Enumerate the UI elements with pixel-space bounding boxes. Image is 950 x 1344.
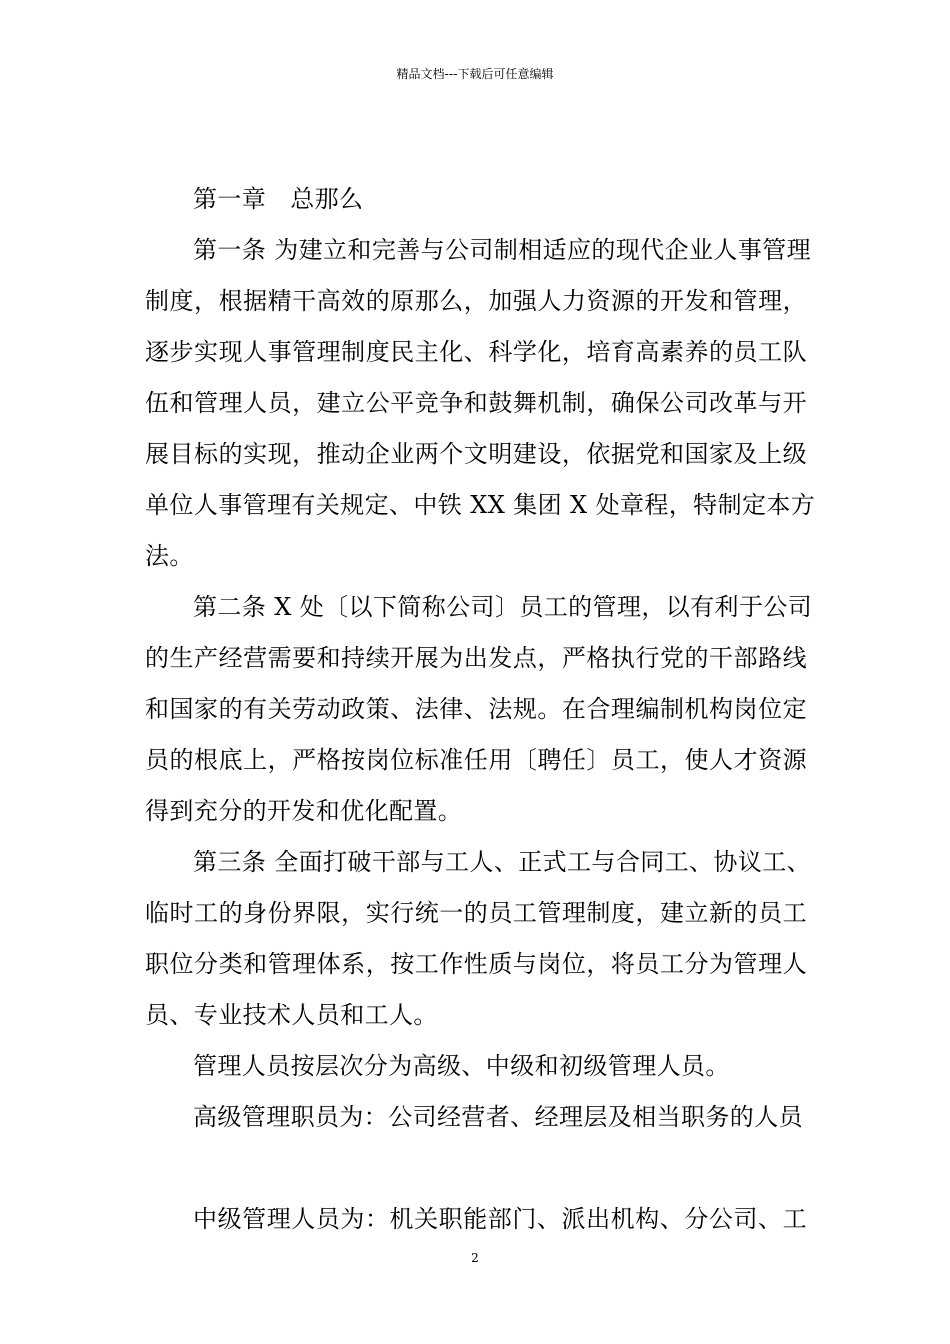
chapter-title: 总那么 [290, 185, 364, 213]
senior-management-line: 高级管理职员为：公司经营者、经理层及相当职务的人员 [193, 1103, 803, 1131]
page-header: 精品文档---下载后可任意编辑 [396, 67, 554, 81]
article-1-line: 伍和管理人员，建立公平竞争和鼓舞机制，确保公司改革与开 [145, 389, 807, 417]
article-2-line: 的生产经营需要和持续开展为出发点，严格执行党的干部路线 [145, 644, 807, 672]
document-body [145, 174, 816, 1245]
article-3-line: 临时工的身份界限，实行统一的员工管理制度，建立新的员工 [145, 899, 807, 927]
article-3-line: 第三条 全面打破干部与工人、正式工与合同工、协议工、 [193, 848, 812, 876]
article-2-line: 和国家的有关劳动政策、法律、法规。在合理编制机构岗位定 [145, 695, 807, 723]
article-1-line: 单位人事管理有关规定、中铁 XX 集团 X 处章程，特制定本方 [145, 491, 816, 519]
article-2-line: 得到充分的开发和优化配置。 [145, 797, 463, 825]
management-levels-line: 管理人员按层次分为高级、中级和初级管理人员。 [193, 1052, 730, 1080]
chapter-heading [145, 174, 807, 225]
article-2-line: 员的根底上，严格按岗位标准任用〔聘任〕员工，使人才资源 [145, 746, 807, 774]
article-3-line: 职位分类和管理体系，按工作性质与岗位，将员工分为管理人 [145, 950, 807, 978]
article-1-line: 制度，根据精干高效的原那么，加强人力资源的开发和管理， [145, 287, 807, 315]
page-number: 2 [471, 1251, 479, 1265]
chapter-number: 第一章 [193, 185, 267, 213]
article-2-line: 第二条 X 处〔以下简称公司〕员工的管理，以有利于公司 [193, 593, 813, 621]
article-1-line: 展目标的实现，推动企业两个文明建设，依据党和国家及上级 [145, 440, 807, 468]
blank-line [145, 1143, 807, 1194]
article-1-line: 法。 [145, 542, 194, 570]
article-3-line: 员、专业技术人员和工人。 [145, 1001, 438, 1029]
article-1-line: 逐步实现人事管理制度民主化、科学化，培育高素养的员工队 [145, 338, 807, 366]
middle-management-line: 中级管理人员为：机关职能部门、派出机构、分公司、工 [193, 1205, 807, 1233]
article-1-line: 第一条 为建立和完善与公司制相适应的现代企业人事管理 [193, 236, 812, 264]
